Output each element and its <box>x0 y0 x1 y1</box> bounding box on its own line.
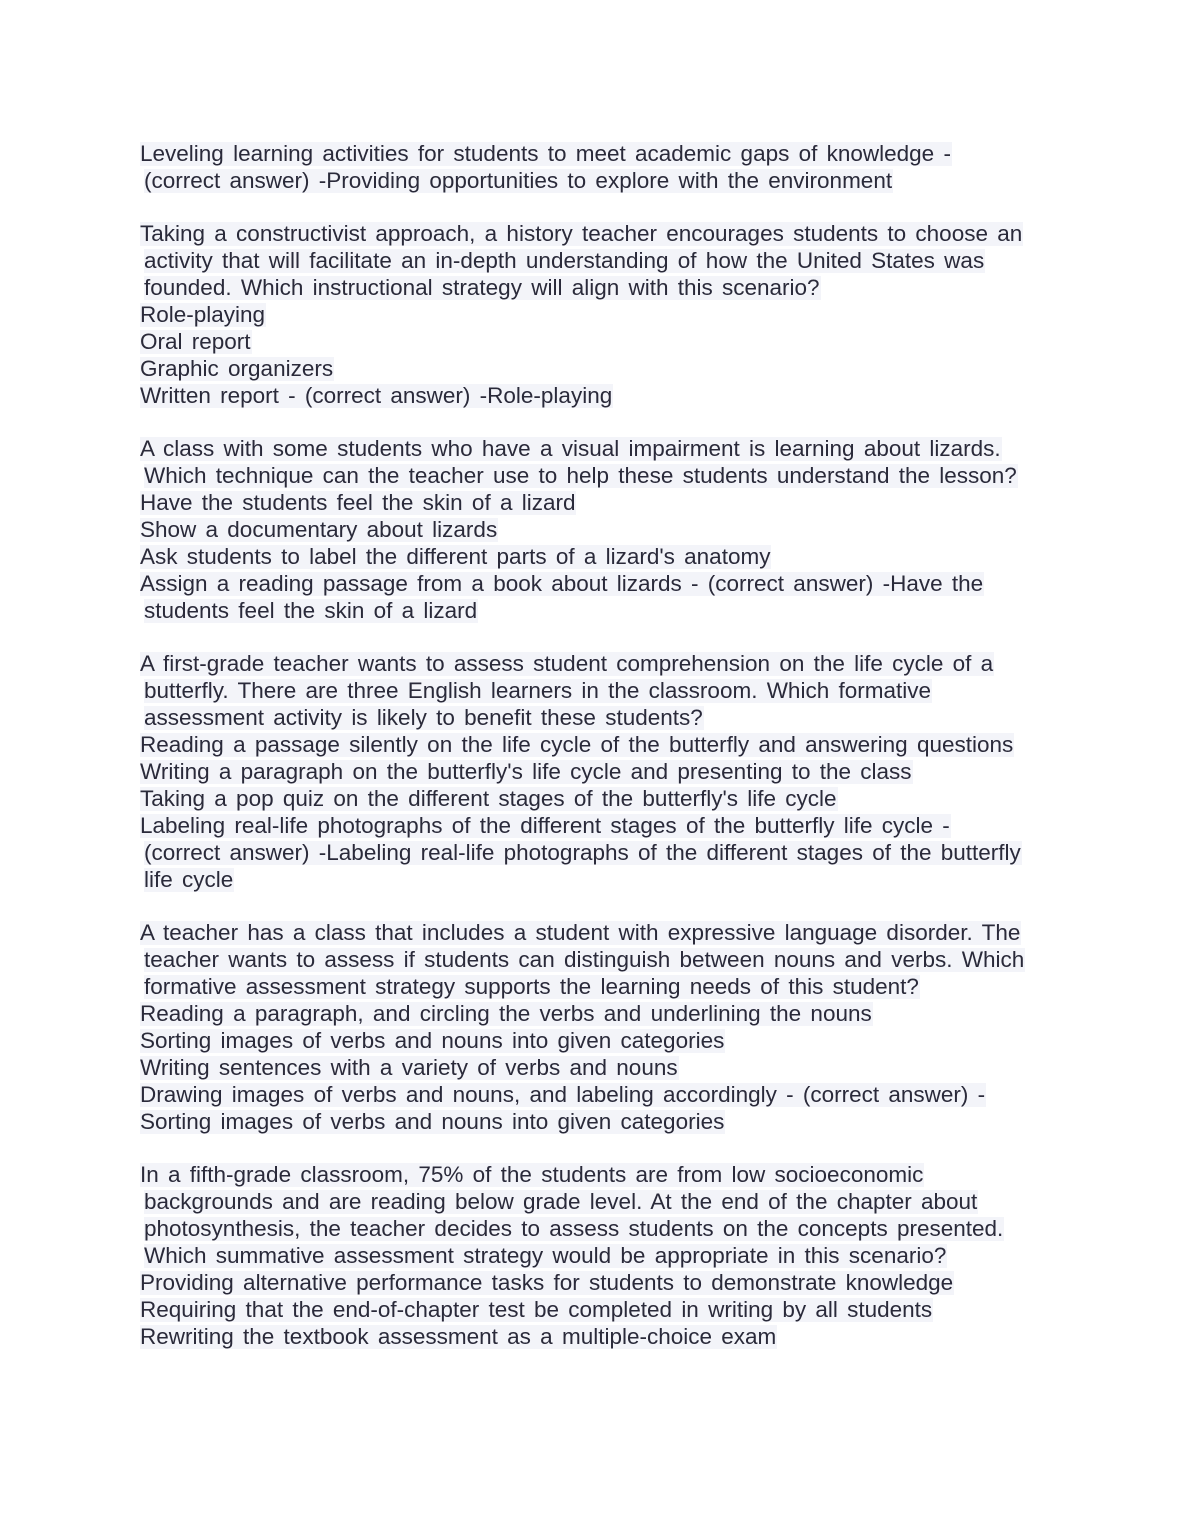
text-line <box>140 247 1050 274</box>
text-line-content: A class with some students who have a visual impairment is learning about lizards. <box>140 436 1001 461</box>
text-line <box>140 731 1050 758</box>
text-line <box>140 382 1050 409</box>
text-line <box>140 1108 1050 1135</box>
text-line-content: Taking a pop quiz on the different stages of the butterfly's life cycle <box>140 786 837 811</box>
text-line <box>140 516 1050 543</box>
document-page <box>140 140 1050 1376</box>
text-line <box>140 489 1050 516</box>
text-line-content: Drawing images of verbs and nouns, and labeling accordingly - (correct answer) - <box>140 1082 986 1107</box>
text-line-content: Which summative assessment strategy would be appropriate in this scenario? <box>144 1243 947 1268</box>
text-line-content: Ask students to label the different parts of a lizard's anatomy <box>140 544 771 569</box>
text-line <box>140 462 1050 489</box>
text-line-content: In a fifth-grade classroom, 75% of the students are from low socioeconomic <box>140 1162 924 1187</box>
text-line-content: Role-playing <box>140 302 266 327</box>
text-line-content: Which technique can the teacher use to help these students understand the lesson? <box>144 463 1017 488</box>
text-line <box>140 1054 1050 1081</box>
text-line <box>140 812 1050 839</box>
text-line-content: (correct answer) -Labeling real-life photographs of the different stages of the butterfly <box>144 840 1021 865</box>
text-line-content: Reading a paragraph, and circling the verbs and underlining the nouns <box>140 1001 872 1026</box>
text-line-content: A first-grade teacher wants to assess student comprehension on the life cycle of a <box>140 651 994 676</box>
text-line <box>140 1296 1050 1323</box>
text-line-content: Requiring that the end-of-chapter test be completed in writing by all students <box>140 1297 933 1322</box>
text-line-content: photosynthesis, the teacher decides to assess students on the concepts presented. <box>144 1216 1004 1241</box>
text-line-content: students feel the skin of a lizard <box>144 598 478 623</box>
text-line <box>140 597 1050 624</box>
text-line <box>140 301 1050 328</box>
text-line <box>140 919 1050 946</box>
text-line-content: butterfly. There are three English learners in the classroom. Which formative <box>144 678 931 703</box>
text-line-content: Rewriting the textbook assessment as a multiple-choice exam <box>140 1324 777 1349</box>
text-line <box>140 140 1050 167</box>
text-line <box>140 1188 1050 1215</box>
text-line <box>140 758 1050 785</box>
text-line <box>140 435 1050 462</box>
question-block <box>140 220 1050 409</box>
text-line-content: backgrounds and are reading below grade level. At the end of the chapter about <box>144 1189 978 1214</box>
text-line-content: teacher wants to assess if students can distinguish between nouns and verbs. Which <box>144 947 1025 972</box>
question-block <box>140 919 1050 1135</box>
text-line <box>140 946 1050 973</box>
text-line <box>140 167 1050 194</box>
text-line-content: activity that will facilitate an in-depth understanding of how the United States was <box>144 248 985 273</box>
question-block <box>140 435 1050 624</box>
text-line <box>140 1027 1050 1054</box>
text-line <box>140 1161 1050 1188</box>
text-line <box>140 355 1050 382</box>
text-line <box>140 543 1050 570</box>
text-line-content: Providing alternative performance tasks for students to demonstrate knowledge <box>140 1270 954 1295</box>
text-line-content: Writing a paragraph on the butterfly's life cycle and presenting to the class <box>140 759 912 784</box>
text-line <box>140 328 1050 355</box>
text-line <box>140 570 1050 597</box>
text-line-content: formative assessment strategy supports the learning needs of this student? <box>144 974 919 999</box>
text-line-content: life cycle <box>144 867 234 892</box>
text-line-content: Graphic organizers <box>140 356 334 381</box>
text-line-content: Taking a constructivist approach, a history teacher encourages students to choose an <box>140 221 1023 246</box>
text-line <box>140 650 1050 677</box>
text-line-content: A teacher has a class that includes a student with expressive language disorder. The <box>140 920 1021 945</box>
text-line <box>140 973 1050 1000</box>
text-line-content: Written report - (correct answer) -Role-playing <box>140 383 613 408</box>
text-line <box>140 220 1050 247</box>
text-line <box>140 274 1050 301</box>
text-line-content: Writing sentences with a variety of verbs and nouns <box>140 1055 678 1080</box>
text-line <box>140 1323 1050 1350</box>
text-line-content: Show a documentary about lizards <box>140 517 498 542</box>
question-block <box>140 1161 1050 1350</box>
text-line-content: (correct answer) -Providing opportunities to explore with the environment <box>144 168 893 193</box>
text-line-content: Reading a passage silently on the life cycle of the butterfly and answering questions <box>140 732 1014 757</box>
text-line-content: Have the students feel the skin of a lizard <box>140 490 576 515</box>
text-line <box>140 704 1050 731</box>
text-line-content: Sorting images of verbs and nouns into given categories <box>140 1109 725 1134</box>
text-line <box>140 1000 1050 1027</box>
text-line <box>140 1242 1050 1269</box>
text-line-content: Sorting images of verbs and nouns into given categories <box>140 1028 725 1053</box>
question-block <box>140 650 1050 893</box>
text-line-content: Assign a reading passage from a book about lizards - (correct answer) -Have the <box>140 571 984 596</box>
question-block <box>140 140 1050 194</box>
text-line-content: founded. Which instructional strategy will align with this scenario? <box>144 275 820 300</box>
text-line-content: assessment activity is likely to benefit these students? <box>144 705 703 730</box>
text-line <box>140 1081 1050 1108</box>
text-line-content: Leveling learning activities for students to meet academic gaps of knowledge - <box>140 141 951 166</box>
text-line <box>140 839 1050 866</box>
text-line <box>140 677 1050 704</box>
text-line <box>140 866 1050 893</box>
text-line <box>140 1269 1050 1296</box>
text-line <box>140 785 1050 812</box>
text-line <box>140 1215 1050 1242</box>
text-line-content: Oral report <box>140 329 251 354</box>
text-line-content: Labeling real-life photographs of the different stages of the butterfly life cycle - <box>140 813 950 838</box>
